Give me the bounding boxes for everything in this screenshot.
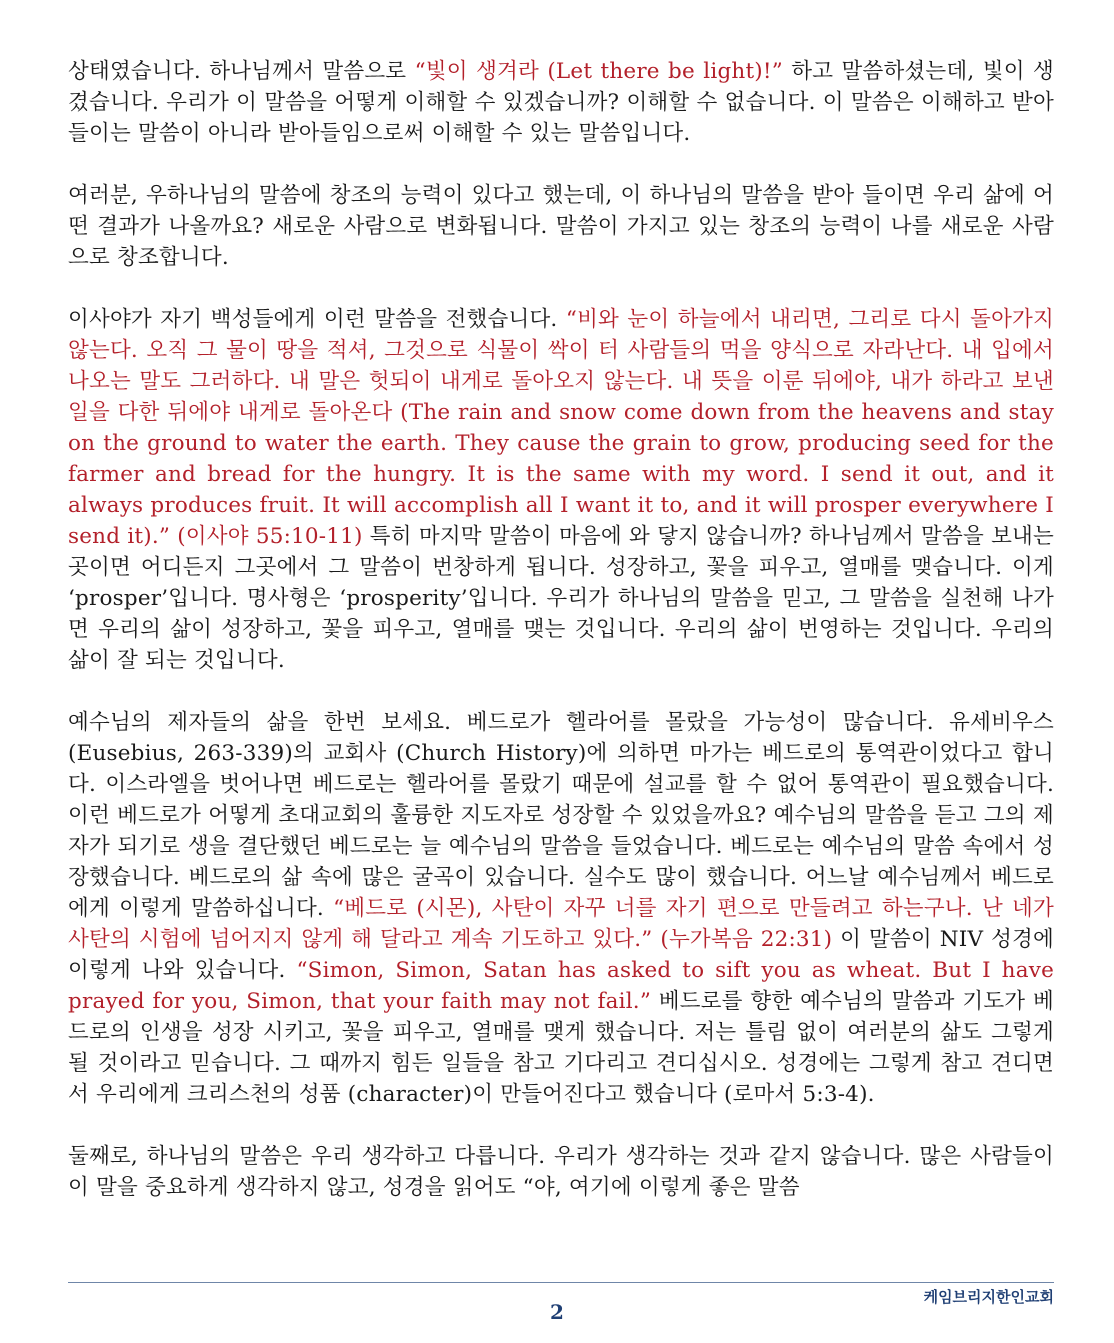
church-name: 케임브리지한인교회: [923, 1288, 1054, 1306]
body-text: 예수님의 제자들의 삶을 한번 보세요. 베드로가 헬라어를 몰랐을 가능성이 많습니다. 유세비우스(Eusebius, 263-339)의 교회사 (Church History)에 의하면 마가는 베드로의 통역관이었다고 합니다. 이스라엘을 벗어나면 베드로는 헬라어를 몰랐기 때문에 설교를 할 수 없어 통역관이 필요했습니다. 이런 베드로가 어떻게 초대교회의 훌륭한 지도자로 성장할 수 있었을까요? 예수님의 말씀을 듣고 그의 제자가 되기로 생을 결단했던 베드로는 늘 예수님의 말씀을 들었습니다. 베드로는 예수님의 말씀 속에서 성장했습니다. 베드로의 삶 속에 많은 굴곡이 있습니다. 실수도 많이 했습니다. 어느날 예수님께서 베드로에게 이렇게 말씀하십니다.: [68, 710, 1054, 921]
scripture-quote: “Simon, Simon, Satan has asked to sift you as wheat. But I have prayed for you, Simon, that your faith may not fail.”: [68, 958, 1055, 1014]
scripture-quote: “베드로 (시몬), 사탄이 자꾸 너를 자기 편으로 만들려고 하는구나. 난 네가 사탄의 시험에 넘어지지 않게 해 달라고 계속 기도하고 있다.” (누가복음 22:31): [68, 896, 1054, 952]
scripture-quote: “비와 눈이 하늘에서 내리면, 그리로 다시 돌아가지 않는다. 오직 그 물이 땅을 적셔, 그것으로 식물이 싹이 터 사람들의 먹을 양식으로 자라난다. 내 입에서 나오는 말도 그러하다. 내 말은 헛되이 내게로 돌아오지 않는다. 내 뜻을 이룬 뒤에야, 내가 하라고 보낸 일을 다한 뒤에야 내게로 돌아온다 (The rain and snow come down from the heavens and stay on the ground to water the earth. They cause the grain to grow, producing seed for the farmer and bread for the hungry. It is the same with my word. I send it out, and it always produces fruit. It will accomplish all I want it to, and it will prosper everywhere I send it).” (이사야 55:10-11): [68, 307, 1054, 549]
body-text: 둘째로, 하나님의 말씀은 우리 생각하고 다릅니다. 우리가 생각하는 것과 같지 않습니다. 많은 사람들이 이 말을 중요하게 생각하지 않고, 성경을 읽어도 “야, 여기에 이렇게 좋은 말씀: [68, 1144, 1054, 1200]
paragraph: [68, 707, 1054, 1110]
body-text: 이사야가 자기 백성들에게 이런 말씀을 전했습니다.: [68, 307, 566, 332]
sermon-text: [68, 56, 1054, 1234]
body-text: 이 말씀이 NIV 성경에 이렇게 나와 있습니다.: [68, 927, 1054, 983]
body-text: 상태였습니다. 하나님께서 말씀으로: [68, 59, 415, 84]
paragraph: [68, 304, 1054, 676]
page-number: 2: [550, 1300, 564, 1324]
paragraph: [68, 180, 1054, 273]
body-text: 특히 마지막 말씀이 마음에 와 닿지 않습니까? 하나님께서 말씀을 보내는 곳이면 어디든지 그곳에서 그 말씀이 번창하게 됩니다. 성장하고, 꽃을 피우고, 열매를 맺습니다. 이게 ‘prosper’입니다. 명사형은 ‘prosperity’입니다. 우리가 하나님의 말씀을 믿고, 그 말씀을 실천해 나가면 우리의 삶이 성장하고, 꽃을 피우고, 열매를 맺는 것입니다. 우리의 삶이 번영하는 것입니다. 우리의 삶이 잘 되는 것입니다.: [68, 524, 1054, 673]
body-text: 여러분, 우하나님의 말씀에 창조의 능력이 있다고 했는데, 이 하나님의 말씀을 받아 들이면 우리 삶에 어떤 결과가 나올까요? 새로운 사람으로 변화됩니다. 말씀이 가지고 있는 창조의 능력이 나를 새로운 사람으로 창조합니다.: [68, 183, 1054, 270]
paragraph: [68, 56, 1054, 149]
paragraph: [68, 1141, 1054, 1203]
footer-divider: [68, 1282, 1054, 1283]
body-text: 베드로를 향한 예수님의 말씀과 기도가 베드로의 인생을 성장 시키고, 꽃을 피우고, 열매를 맺게 했습니다. 저는 틀림 없이 여러분의 삶도 그렇게 될 것이라고 믿습니다. 그 때까지 힘든 일들을 참고 기다리고 견디십시오. 성경에는 그렇게 참고 견디면서 우리에게 크리스천의 성품 (character)이 만들어진다고 했습니다 (로마서 5:3-4).: [68, 989, 1054, 1107]
body-text: 하고 말씀하셨는데, 빛이 생겼습니다. 우리가 이 말씀을 어떻게 이해할 수 있겠습니까? 이해할 수 없습니다. 이 말씀은 이해하고 받아들이는 말씀이 아니라 받아들임으로써 이해할 수 있는 말씀입니다.: [68, 59, 1054, 146]
scripture-quote: “빛이 생겨라 (Let there be light)!”: [414, 59, 783, 84]
